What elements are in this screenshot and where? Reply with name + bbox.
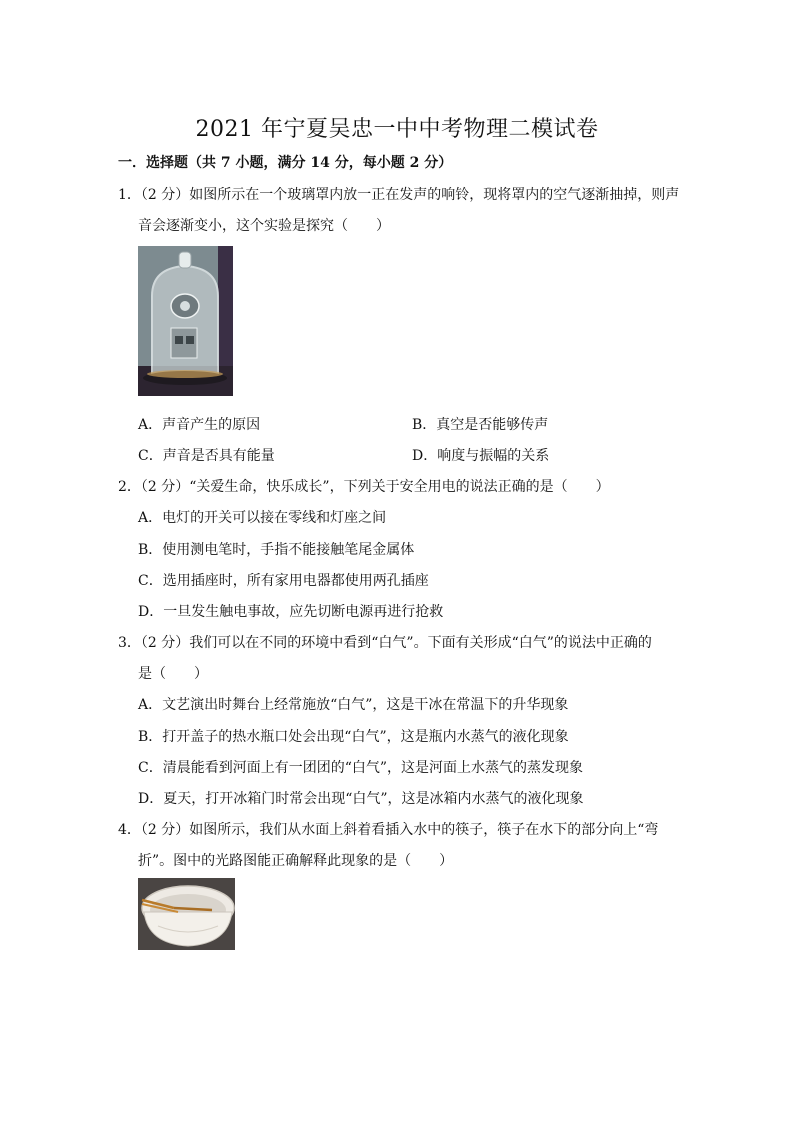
q1-text-line2: 音会逐渐变小，这个实验是探究（ ） xyxy=(138,218,390,234)
q3-option-d: D．夏天，打开冰箱门时常会出现“白气”，这是冰箱内水蒸气的液化现象 xyxy=(138,791,584,807)
q3-text-line1: 3．（2 分）我们可以在不同的环境中看到“白气”。下面有关形成“白气”的说法中正确的 xyxy=(118,635,652,651)
q2-option-b: B．使用测电笔时，手指不能接触笔尾金属体 xyxy=(138,542,415,558)
q2-option-d: D．一旦发生触电事故，应先切断电源再进行抢救 xyxy=(138,604,444,620)
q4-text-line1: 4．（2 分）如图所示，我们从水面上斜着看插入水中的筷子，筷子在水下的部分向上“弯 xyxy=(118,822,659,838)
bowl-chopsticks-illustration xyxy=(138,878,235,950)
q1-option-b: B．真空是否能够传声 xyxy=(412,417,549,433)
q1-option-a: A．声音产生的原因 xyxy=(138,417,261,433)
q3-option-c: C．清晨能看到河面上有一团团的“白气”，这是河面上水蒸气的蒸发现象 xyxy=(138,760,584,776)
bell-jar-illustration xyxy=(138,246,233,396)
q3-option-a: A．文艺演出时舞台上经常施放“白气”，这是干冰在常温下的升华现象 xyxy=(138,697,569,713)
bowl-chopsticks-photo xyxy=(138,878,235,950)
q1-text-line1: 1．（2 分）如图所示在一个玻璃罩内放一正在发声的响铃，现将罩内的空气逐渐抽掉，则声 xyxy=(118,187,680,203)
q2-option-a: A．电灯的开关可以接在零线和灯座之间 xyxy=(138,510,387,526)
exam-title: 2021 年宁夏吴忠一中中考物理二模试卷 xyxy=(195,117,599,142)
q2-text-line1: 2．（2 分）“关爱生命，快乐成长”，下列关于安全用电的说法正确的是（ ） xyxy=(118,479,610,495)
section-heading: 一．选择题（共 7 小题，满分 14 分，每小题 2 分） xyxy=(118,155,453,171)
q1-option-d: D．响度与振幅的关系 xyxy=(412,448,550,464)
q4-text-line2: 折”。图中的光路图能正确解释此现象的是（ ） xyxy=(138,853,454,869)
q3-option-b: B．打开盖子的热水瓶口处会出现“白气”，这是瓶内水蒸气的液化现象 xyxy=(138,729,569,745)
q3-text-line2: 是（ ） xyxy=(138,666,208,682)
q2-option-c: C．选用插座时，所有家用电器都使用两孔插座 xyxy=(138,573,429,589)
q1-option-c: C．声音是否具有能量 xyxy=(138,448,275,464)
bell-jar-photo xyxy=(138,246,233,396)
